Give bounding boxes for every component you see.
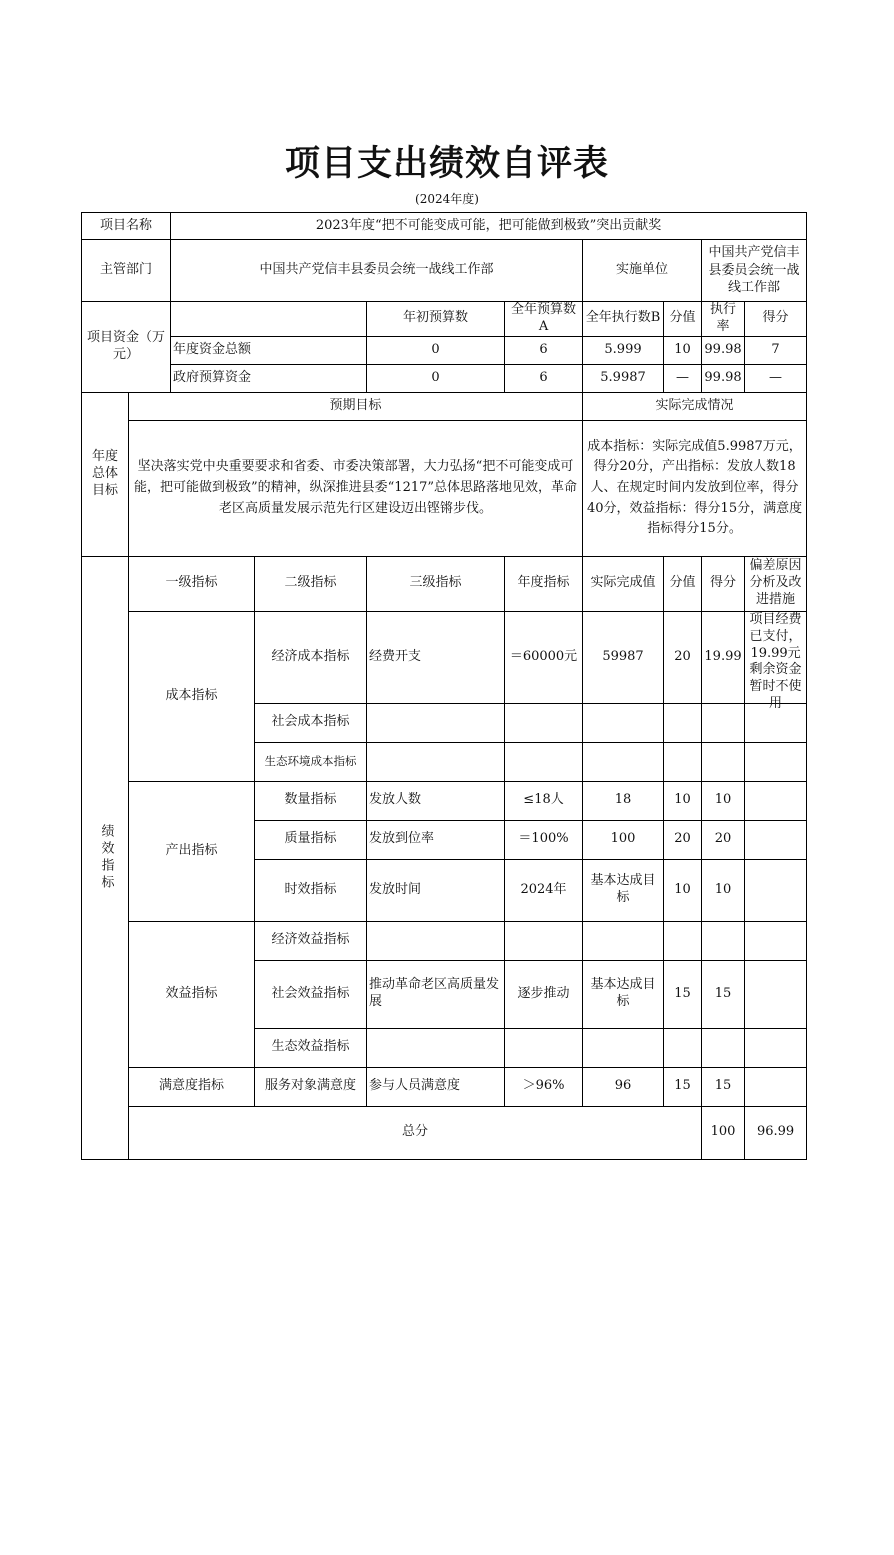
level2-label: 社会效益指标 — [255, 960, 367, 1028]
goals-content-row — [82, 420, 807, 556]
level3-label: 发放到位率 — [367, 820, 505, 859]
project-name-label: 项目名称 — [82, 213, 171, 240]
project-name-value: 2023年度“把不可能变成可能，把可能做到极致”突出贡献奖 — [171, 213, 807, 240]
page-title: 项目支出绩效自评表 — [284, 144, 609, 184]
level1-satisfaction: 满意度指标 — [129, 1067, 255, 1106]
funds-row-executed: 5.9987 — [583, 364, 664, 392]
level2-label: 经济成本指标 — [255, 611, 367, 703]
weight-value: 15 — [664, 960, 702, 1028]
funds-header-rate: 执行率 — [702, 302, 745, 337]
level1-cost: 成本指标 — [129, 611, 255, 781]
impl-unit-label: 实施单位 — [583, 240, 702, 302]
target-value: 2024年 — [505, 859, 583, 921]
funds-row-score: 7 — [745, 336, 807, 364]
level1-benefit: 效益指标 — [129, 921, 255, 1067]
header-score: 得分 — [702, 556, 745, 611]
score-value: 10 — [702, 859, 745, 921]
actual-value: 18 — [583, 781, 664, 820]
indicator-row-benefit-economic — [82, 921, 807, 960]
goals-actual-text: 成本指标：实际完成值5.9987万元，得分20分，产出指标：发放人数18人、在规定时间内发放到位率，得分40分，效益指标：得分15分，满意度指标得分15分。 — [583, 420, 807, 556]
indicator-row-cost-economic — [82, 611, 807, 703]
indicators-header-row — [82, 556, 807, 611]
funds-row-weight: 10 — [664, 336, 702, 364]
score-value: 19.99 — [702, 611, 745, 703]
funds-row-total — [82, 336, 807, 364]
score-value: 10 — [702, 781, 745, 820]
total-weight: 100 — [702, 1106, 745, 1159]
target-value: 逐步推动 — [505, 960, 583, 1028]
actual-value: 59987 — [583, 611, 664, 703]
funds-row-score: — — [745, 364, 807, 392]
level2-label: 社会成本指标 — [255, 703, 367, 742]
department-row — [82, 240, 807, 302]
header-weight: 分值 — [664, 556, 702, 611]
indicator-row-output-quantity — [82, 781, 807, 820]
funds-row-rate: 99.98 — [702, 364, 745, 392]
total-row — [82, 1106, 807, 1159]
goals-expected-text: 坚决落实党中央重要要求和省委、市委决策部署，大力弘扬“把不可能变成可能，把可能做到极致”的精神，纵深推进县委“1217”总体思路落地见效，革命老区高质量发展示范先行区建设迈出铿锵步伐。 — [129, 420, 583, 556]
target-value: ＝100% — [505, 820, 583, 859]
score-value: 15 — [702, 960, 745, 1028]
actual-value: 96 — [583, 1067, 664, 1106]
funds-header-executed: 全年执行数B — [583, 302, 664, 337]
funds-row-annual: 6 — [505, 336, 583, 364]
header-level1: 一级指标 — [129, 556, 255, 611]
target-value: ≤18人 — [505, 781, 583, 820]
score-value: 20 — [702, 820, 745, 859]
weight-value: 20 — [664, 820, 702, 859]
goals-header-row — [82, 392, 807, 420]
header-actual: 实际完成值 — [583, 556, 664, 611]
level2-label: 生态环境成本指标 — [255, 742, 367, 781]
department-value: 中国共产党信丰县委员会统一战线工作部 — [171, 240, 583, 302]
header-level2: 二级指标 — [255, 556, 367, 611]
goals-label: 年度总体目标 — [82, 392, 129, 556]
actual-value: 基本达成目标 — [583, 960, 664, 1028]
target-value: ＝60000元 — [505, 611, 583, 703]
funds-label: 项目资金（万元） — [82, 302, 171, 393]
indicator-row-satisfaction — [82, 1067, 807, 1106]
total-score: 96.99 — [745, 1106, 807, 1159]
weight-value: 10 — [664, 781, 702, 820]
self-evaluation-table — [81, 212, 807, 1160]
header-level3: 三级指标 — [367, 556, 505, 611]
funds-row-name: 政府预算资金 — [171, 364, 367, 392]
funds-row-executed: 5.999 — [583, 336, 664, 364]
indicators-section-label — [82, 556, 129, 1159]
analysis-text: 项目经费已支付，19.99元剩余资金暂时不使用 — [749, 611, 802, 712]
department-label: 主管部门 — [82, 240, 171, 302]
year-note: (2024年度) — [415, 192, 479, 206]
funds-row-rate: 99.98 — [702, 336, 745, 364]
actual-value: 100 — [583, 820, 664, 859]
weight-value: 10 — [664, 859, 702, 921]
funds-row-annual: 6 — [505, 364, 583, 392]
level3-label: 发放时间 — [367, 859, 505, 921]
level2-label: 经济效益指标 — [255, 921, 367, 960]
funds-row-initial: 0 — [367, 336, 505, 364]
goals-actual-header: 实际完成情况 — [583, 392, 807, 420]
funds-header-annual: 全年预算数A — [505, 302, 583, 337]
impl-unit-value: 中国共产党信丰县委员会统一战线工作部 — [702, 240, 807, 302]
score-value: 15 — [702, 1067, 745, 1106]
funds-row-weight: — — [664, 364, 702, 392]
funds-header-initial: 年初预算数 — [367, 302, 505, 337]
level3-label: 参与人员满意度 — [367, 1067, 505, 1106]
level2-label: 生态效益指标 — [255, 1028, 367, 1067]
level3-label: 发放人数 — [367, 781, 505, 820]
goals-expected-header: 预期目标 — [129, 392, 583, 420]
level3-label: 推动革命老区高质量发展 — [367, 960, 505, 1028]
funds-header-score: 得分 — [745, 302, 807, 337]
target-value: ＞96% — [505, 1067, 583, 1106]
header-analysis: 偏差原因分析及改进措施 — [745, 556, 807, 611]
weight-value: 20 — [664, 611, 702, 703]
level1-output: 产出指标 — [129, 781, 255, 921]
total-label: 总分 — [129, 1106, 702, 1159]
funds-header-row — [82, 302, 807, 337]
level2-label: 质量指标 — [255, 820, 367, 859]
level2-label: 数量指标 — [255, 781, 367, 820]
level3-label: 经费开支 — [367, 611, 505, 703]
funds-row-name: 年度资金总额 — [171, 336, 367, 364]
funds-row-gov — [82, 364, 807, 392]
level2-label: 服务对象满意度 — [255, 1067, 367, 1106]
weight-value: 15 — [664, 1067, 702, 1106]
analysis-cell — [745, 611, 807, 712]
header-target: 年度指标 — [505, 556, 583, 611]
indicators-section-text: 绩效指标 — [98, 823, 114, 892]
actual-value: 基本达成目标 — [583, 859, 664, 921]
level2-label: 时效指标 — [255, 859, 367, 921]
project-name-row — [82, 213, 807, 240]
funds-header-weight: 分值 — [664, 302, 702, 337]
funds-row-initial: 0 — [367, 364, 505, 392]
funds-header-blank — [171, 302, 367, 337]
